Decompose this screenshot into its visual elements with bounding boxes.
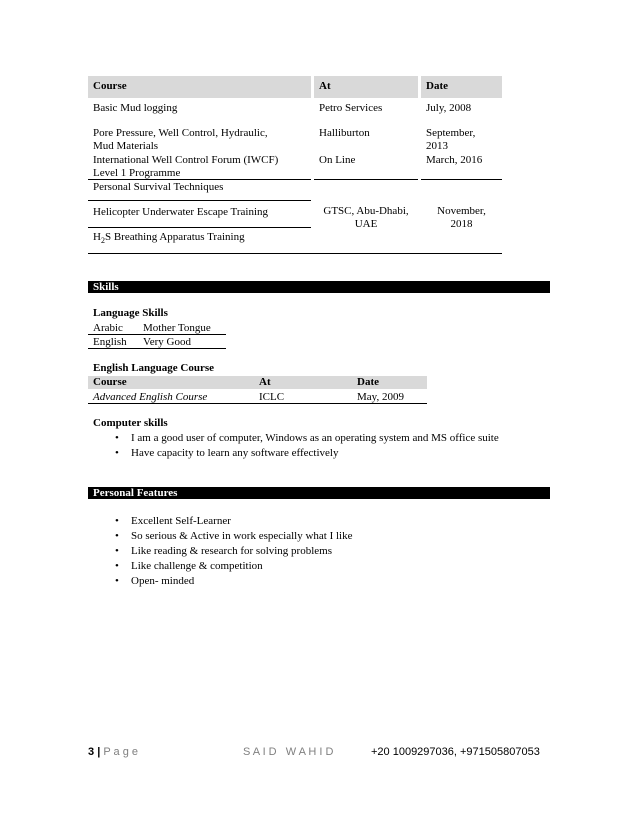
personal-feature-item: Excellent Self-Learner [131, 515, 231, 527]
table-cell-course: International Well Control Forum (IWCF) Level 1 Programme [93, 154, 279, 179]
personal-feature-item: Open- minded [131, 575, 195, 587]
table-cell-date: September, 2013 [426, 127, 476, 152]
language-name: English [93, 336, 127, 348]
table-cell-date: November, 2018 [437, 205, 486, 230]
at-header: At [319, 80, 331, 92]
english-course-header-at: At [259, 376, 271, 388]
english-course-title: English Language Course [93, 362, 215, 374]
bullet-icon: • [115, 515, 119, 527]
course-header-cell [88, 76, 311, 98]
page-number: 3 [88, 746, 95, 758]
table-cell-at: On Line [319, 154, 356, 166]
date-header-cell [421, 76, 502, 98]
personal-feature-item: Like reading & research for solving problems [131, 545, 332, 557]
table-cell-course: Personal Survival Techniques [93, 181, 224, 193]
footer-phone: +20 1009297036, +971505807053 [371, 746, 540, 758]
english-course-header [88, 376, 427, 389]
table-cell-at: GTSC, Abu-Dhabi, UAE [323, 205, 409, 230]
english-course-name: Advanced English Course [93, 391, 208, 403]
bullet-icon: • [115, 560, 119, 572]
bullet-icon: • [115, 530, 119, 542]
footer-name: S A I D W A H I D [243, 746, 334, 758]
table-cell-date: July, 2008 [426, 102, 472, 114]
language-rule [88, 348, 226, 349]
table-cell-course: $H_2S$ Breathing Apparatus Training [93, 231, 245, 246]
bullet-icon: • [115, 432, 119, 444]
english-course-header-date: Date [357, 376, 379, 388]
course-header: Course [93, 80, 127, 92]
table-cell-course: Helicopter Underwater Escape Training [93, 206, 269, 218]
at-header-cell [314, 76, 418, 98]
table-rule [88, 179, 311, 180]
language-level: Very Good [143, 336, 191, 348]
date-header: Date [426, 80, 448, 92]
bullet-icon: • [115, 575, 119, 587]
personal-feature-item: So serious & Active in work especially what I like [131, 530, 353, 542]
table-cell-at: Halliburton [319, 127, 370, 139]
page-word: P a g e [103, 746, 138, 758]
table-rule [88, 227, 311, 228]
table-cell-at: Petro Services [319, 102, 383, 114]
footer-separator: | [97, 746, 101, 758]
computer-skill-item: Have capacity to learn any software effectively [131, 447, 339, 459]
page-footer-number [88, 746, 138, 758]
personal-features-section-bar: Personal Features [88, 487, 550, 499]
skills-section-bar: Skills [88, 281, 550, 293]
personal-feature-item: Like challenge & competition [131, 560, 263, 572]
language-rule [88, 334, 226, 335]
language-level: Mother Tongue [143, 322, 211, 334]
table-cell-date: March, 2016 [426, 154, 483, 166]
english-course-rule [88, 403, 427, 404]
bullet-icon: • [115, 545, 119, 557]
language-skills-title: Language Skills [93, 307, 168, 319]
computer-skill-item: I am a good user of computer, Windows as an operating system and MS office suite [131, 432, 499, 444]
table-rule [421, 179, 502, 180]
english-course-header-course: Course [93, 376, 127, 388]
table-rule [88, 200, 311, 201]
table-cell-course: Pore Pressure, Well Control, Hydraulic, Mud Materials [93, 127, 268, 152]
table-rule [314, 179, 418, 180]
english-course-date: May, 2009 [357, 391, 404, 403]
computer-skills-title: Computer skills [93, 417, 168, 429]
table-bottom-rule [88, 253, 502, 254]
bullet-icon: • [115, 447, 119, 459]
english-course-at: ICLC [259, 391, 285, 403]
language-name: Arabic [93, 322, 123, 334]
table-cell-course: Basic Mud logging [93, 102, 178, 114]
